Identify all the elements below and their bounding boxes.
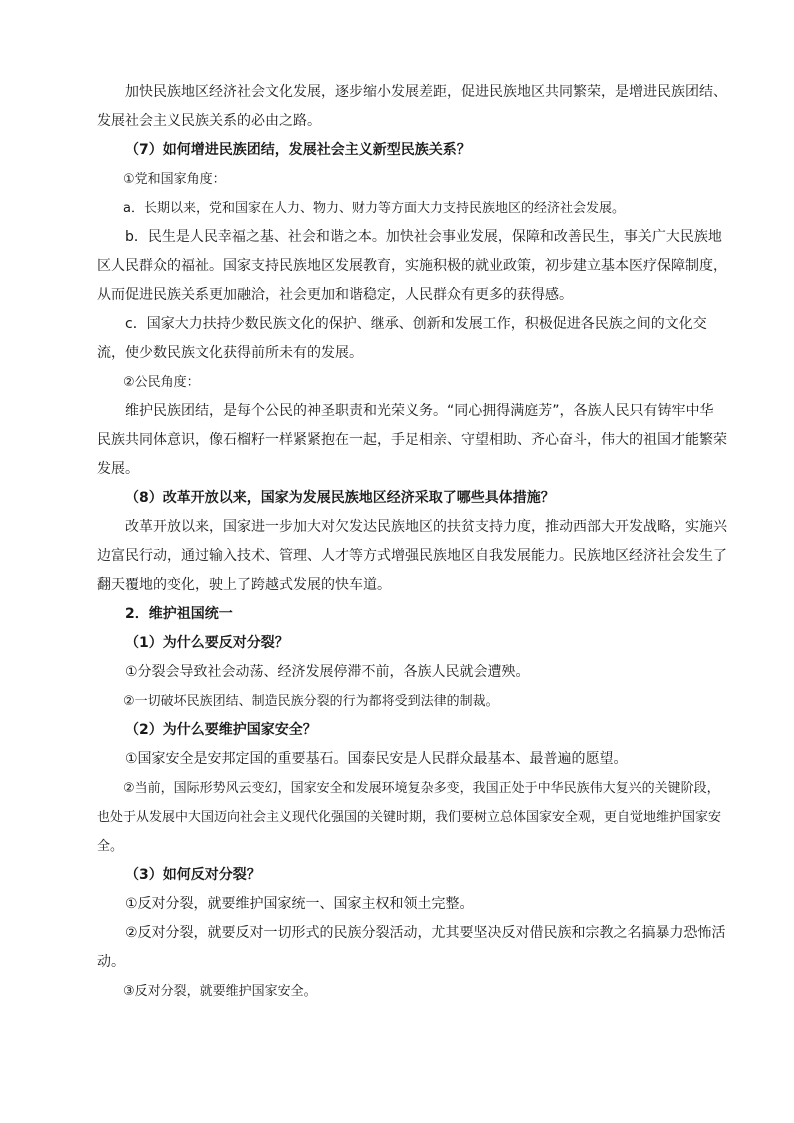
paragraph-2-3-b: ②反对分裂，就要反对一切形式的民族分裂活动，尤其要坚决反对借民族和宗教之名搞暴力恐怖活动。 <box>97 925 726 970</box>
document-body <box>97 78 727 1006</box>
paragraph-2-1-a: ①分裂会导致社会动荡、经济发展停滞不前，各族人民就会遭殃。 <box>125 664 530 680</box>
section-heading-2-2: （2）为什么要维护国家安全？ <box>125 722 317 738</box>
section-heading-2-3: （3）如何反对分裂？ <box>125 867 261 883</box>
paragraph-citizen-label: ②公民角度： <box>123 375 200 390</box>
paragraph-1: 加快民族地区经济社会文化发展，逐步缩小发展差距，促进民族地区共同繁荣，是增进民族团结、发展社会主义民族关系的必由之路。 <box>97 84 727 129</box>
paragraph-2-2-a: ①国家安全是安邦定国的重要基石。国泰民安是人民群众最基本、最普遍的愿望。 <box>125 751 628 767</box>
paragraph-2-2-b: ②当前，国际形势风云变幻，国家安全和发展环境复杂多变，我国正处于中华民族伟大复兴的关键阶段，也处于从发展中大国迈向社会主义现代化强国的关键时期，我们要树立总体国家安全观，更自觉地维护国家安全。 <box>97 781 722 854</box>
paragraph-item-c: c．国家大力扶持少数民族文化的保护、继承、创新和发展工作，积极促进各民族之间的文化交流，使少数民族文化获得前所未有的发展。 <box>97 316 707 361</box>
paragraph-item-a: a．长期以来，党和国家在人力、物力、财力等方面大力支持民族地区的经济社会发展。 <box>123 201 625 216</box>
paragraph-item-b: b．民生是人民幸福之基、社会和谐之本。加快社会事业发展，保障和改善民生，事关广大民族地区人民群众的福祉。国家支持民族地区发展教育，实施积极的就业政策，初步建立基本医疗保障制度，从而促进民族关系更加融洽，社会更加和谐稳定，人民群众有更多的获得感。 <box>97 229 727 303</box>
paragraph-2-3-a: ①反对分裂，就要维护国家统一、国家主权和领土完整。 <box>125 896 474 912</box>
paragraph-2-1-b: ②一切破坏民族团结、制造民族分裂的行为都将受到法律的制裁。 <box>123 694 499 709</box>
paragraph-2-3-c: ③反对分裂，就要维护国家安全。 <box>123 984 317 999</box>
paragraph-party-state-label: ①党和国家角度： <box>123 172 226 187</box>
chapter-heading-2: 2．维护祖国统一 <box>125 606 233 622</box>
paragraph-citizen-duty: 维护民族团结，是每个公民的神圣职责和光荣义务。“同心拥得满庭芳”，各族人民只有铸牢中华民族共同体意识，像石榴籽一样紧紧抱在一起，手足相亲、守望相助、齐心奋斗，伟大的祖国才能繁荣发展。 <box>97 403 727 477</box>
section-heading-8: （8）改革开放以来，国家为发展民族地区经济采取了哪些具体措施？ <box>125 490 555 506</box>
paragraph-reform-measures: 改革开放以来，国家进一步加大对欠发达民族地区的扶贫支持力度，推动西部大开发战略，实施兴边富民行动，通过输入技术、管理、人才等方式增强民族地区自我发展能力。民族地区经济社会发生了翻天覆地的变化，驶上了跨越式发展的快车道。 <box>97 519 727 593</box>
section-heading-7: （7）如何增进民族团结，发展社会主义新型民族关系？ <box>125 142 471 158</box>
section-heading-2-1: （1）为什么要反对分裂？ <box>125 635 289 651</box>
